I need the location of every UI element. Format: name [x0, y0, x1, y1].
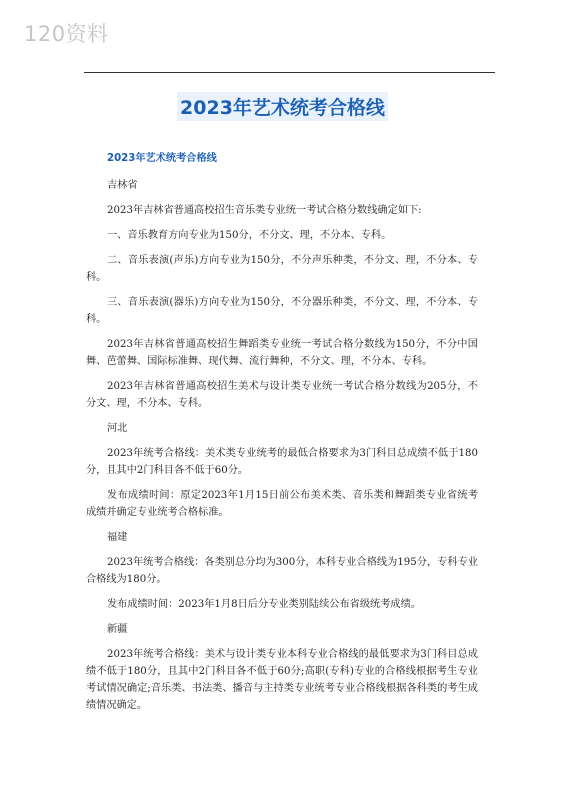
- paragraph: 福建: [107, 532, 128, 543]
- section-heading: 2023年艺术统考合格线: [107, 153, 217, 164]
- paragraph: 新疆: [107, 624, 128, 635]
- paragraph: 河北: [107, 423, 128, 434]
- paragraph: 吉林省: [107, 180, 138, 191]
- paragraph: 2023年吉林省普通高校招生舞蹈类专业统一考试合格分数线为150分，不分中国舞、芭蕾舞、国际标准舞、现代舞、流行舞种，不分文、理，不分本、专科。: [86, 339, 478, 367]
- paragraph: 2023年吉林省普通高校招生音乐类专业统一考试合格分数线确定如下:: [107, 205, 422, 216]
- document-body: [86, 150, 478, 722]
- paragraph: 三、音乐表演(器乐)方向专业为150分，不分器乐种类，不分文、理，不分本、专科。: [86, 297, 478, 325]
- paragraph: 二、音乐表演(声乐)方向专业为150分，不分声乐种类，不分文、理，不分本、专科。: [86, 255, 478, 283]
- paragraph: 发布成绩时间：原定2023年1月15日前公布美术类、音乐类和舞蹈类专业省统考成绩并确定专业统考合格标准。: [86, 490, 478, 518]
- watermark-logo: 120资料: [24, 22, 109, 46]
- paragraph: 发布成绩时间：2023年1月8日后分专业类别陆续公布省级统考成绩。: [107, 599, 421, 610]
- document-title: [0, 92, 565, 121]
- document-title-text: 2023年艺术统考合格线: [177, 92, 388, 121]
- header-divider: [84, 72, 495, 73]
- paragraph: 一、音乐教育方向专业为150分，不分文、理，不分本、专科。: [107, 230, 392, 241]
- paragraph: 2023年统考合格线：美术与设计类专业本科专业合格线的最低要求为3门科目总成绩不低于180分，且其中2门科目各不低于60分;高职(专科)专业的合格线根据考生专业考试情况确定;音乐类、书法类、播音与主持类专业统考专业合格线根据各科类的考生成绩情况确定。: [86, 649, 478, 711]
- paragraph: 2023年统考合格线：各类别总分均为300分，本科专业合格线为195分，专科专业合格线为180分。: [86, 557, 478, 585]
- paragraph: 2023年吉林省普通高校招生美术与设计类专业统一考试合格分数线为205分，不分文、理，不分本、专科。: [86, 381, 478, 409]
- paragraph: 2023年统考合格线：美术类专业统考的最低合格要求为3门科目总成绩不低于180分，且其中2门科目各不低于60分。: [86, 448, 478, 476]
